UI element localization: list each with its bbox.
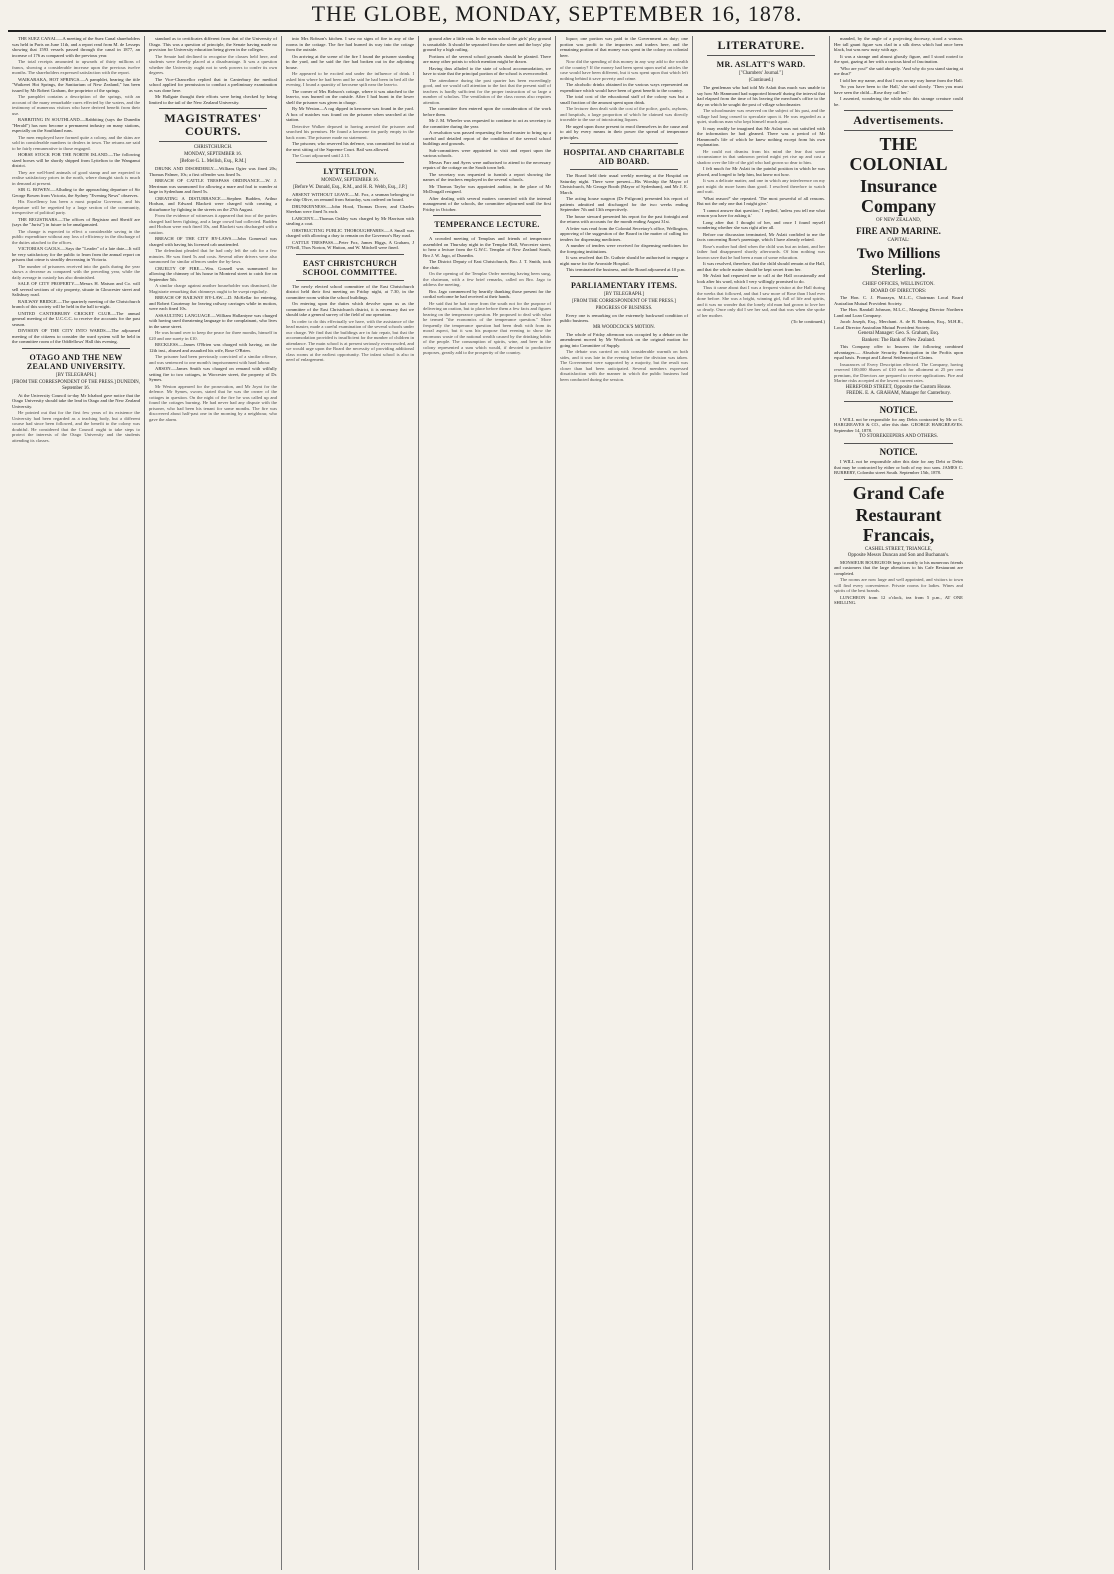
- article-paragraph: Sub-committees were appointed to visit and report upon the various schools.: [423, 147, 551, 158]
- article-paragraph: The house steward presented his report for the past fortnight and the returns with accounts for the month ending August 31st.: [560, 213, 688, 224]
- article-paragraph: He urged upon those present to enrol themselves in the cause and to aid by every means in their power the spread of temperance principles.: [560, 123, 688, 140]
- filler-text: Now did the spending of this money in any way add to the wealth of the country? If the money had been spent upon useful articles the case would have been different, but it was spent upon that which left nothing behind it save poverty and crime.: [560, 59, 688, 81]
- filler-text: His Excellency has been a most popular Governor, and his departure will be regretted by a large section of the community, irrespective of political party.: [12, 199, 140, 215]
- filler-text: The schoolmaster was reserved on the subject of his past, and the village had long ceased to speculate upon it. He was regarded as a quiet, studious man who kept himself much apart.: [697, 108, 825, 124]
- article-paragraph: Portions of the several school grounds should be planted. There are many other points to which mention might be drawn.: [423, 53, 551, 64]
- insurance-ad-line: CHIEF OFFICES, WELLINGTON.: [862, 282, 935, 287]
- filler-text: The pamphlet contains a description of the springs, with an account of the many remarkable cures effected by the waters, and the testimony of numerous visitors who have derived benefit from their use.: [12, 94, 140, 116]
- filler-text: Mr Weston appeared for the prosecution, and Mr Joynt for the defence. Mr Symes, sworn, stated that he was the owner of the cottages in question. On the night of the fire he was called up and found the cottages burning. He had never had any dispute with the prisoner, who had been his tenant for some months. The fire was discovered about half-past one in the morning by a neighbour, who gave the alarm.: [149, 383, 277, 422]
- article-paragraph: into Mrs Robson's kitchen. I saw no signs of fire in any of the rooms in the cottage. The fire had burned its way into the cottage from the outside.: [286, 36, 414, 52]
- story-continued: (Continued.): [748, 78, 774, 83]
- separator: [707, 55, 815, 56]
- filler-text: The debate was carried on with considerable warmth on both sides, and it was late in the evening before the division was taken. The Government were supported by a majority, but the result was closer than had been anticipated. Several members expressed dissatisfaction with the manner in which the public business had been conducted during the session.: [560, 349, 688, 382]
- article-paragraph: Mr Aslatt had requested me to call at the Hall occasionally and look after his ward, which I very willingly promised to do.: [697, 273, 825, 284]
- insurance-ad-title: THE COLONIAL: [849, 134, 948, 174]
- filler-text: The men employed have formed quite a colony, and the skins are sold in considerable numbers to dealers in town. The returns are said to be fairly remunerative to those engaged.: [12, 134, 140, 151]
- separator: [844, 110, 953, 111]
- separator: [159, 108, 267, 109]
- filler-text: Detective Walker deposed to having arrested the prisoner and searched his premises. He found a kerosene tin partly empty in the back room. The prisoner made no statement.: [286, 123, 414, 140]
- article-paragraph: OBSTRUCTING PUBLIC THOROUGHFARES.—A Small was charged with allowing a dray to remain on the Governor's Bay road.: [286, 227, 414, 238]
- article-paragraph: I told her my name, and that I was on my way home from the Hall.: [840, 77, 963, 83]
- article-paragraph: Mr Thomas Taylor was appointed auditor, in the place of Mr McDougall resigned.: [423, 183, 551, 194]
- filler-text: The Court adjourned until 2.15.: [292, 153, 351, 158]
- cafe-ad-title: Restaurant Francais,: [855, 504, 942, 545]
- story-continued-note: (To be continued.): [791, 319, 825, 324]
- filler-text: The number of prisoners received into the gaols during the year shows a decrease as compared with the preceding year, while the daily average in custody has also diminished.: [12, 263, 140, 280]
- article-heading: EAST CHRISTCHURCH SCHOOL COMMITTEE.: [302, 258, 398, 277]
- cafe-ad-address: Opposite Messrs Duncan and Son and Buchanan's.: [847, 553, 950, 558]
- article-paragraph: The Board held their usual weekly meeting at the Hospital on Saturday night. There were present—His Worship the Mayor of Christchurch, Mr George Booth (Mayor of Sydenham), and Mr J. E. March.: [560, 173, 688, 195]
- article-paragraph: 'Who are you?' she said abruptly. 'And why do you stand staring at me thus?': [834, 65, 963, 76]
- column-5: [556, 36, 693, 1570]
- article-paragraph: I felt much for Mr Aslatt in the painful position in which he was placed, and longed to help him, but knew not how.: [697, 166, 825, 177]
- section-heading: LITERATURE.: [717, 38, 805, 52]
- separator: [296, 254, 404, 255]
- article-subheading: MONDAY, SEPTEMBER 16.: [321, 177, 379, 183]
- article-paragraph: SIR G. BOWEN.—Alluding to the approaching departure of Sir George Bowen from Victoria, the Sydney "Evening News" observes.: [12, 187, 140, 198]
- article-paragraph: The corner of Mrs Robson's cottage, where it was attached to the lean-to, was burned on the outside. After I had burnt in the lower shelf the prisoner was given in charge.: [286, 88, 414, 105]
- article-paragraph: A resolution was passed requesting the head master to bring up a careful and detailed report of the condition of the several school buildings and grounds.: [423, 130, 551, 146]
- article-subheading: [BY TELEGRAPH.]: [604, 291, 644, 297]
- article-subheading: MR WOODCOCK'S MOTION.: [593, 324, 655, 330]
- separator: [296, 280, 404, 281]
- article-paragraph: It was a strange and almost ghostly figure, and I stood rooted to the spot, gazing at her with a curious kind of fascination.: [834, 53, 963, 64]
- article-paragraph: The alcoholic drinks obtained in the various ways represented an expenditure which would have been of great benefit to the country.: [560, 82, 688, 93]
- article-paragraph: THE SUEZ CANAL.—A meeting of the Suez Canal shareholders was held in Paris on June 11th, and a report read from M. de Lesseps showing that 1593 vessels passed through the canal in 1877, an increase of 176 as compared with the previous year.: [12, 36, 140, 58]
- article-heading: HOSPITAL AND CHARITABLE AID BOARD.: [563, 148, 685, 166]
- article-paragraph: At the University Council to-day Mr Ichabod gave notice that the Otago University should take the lead in Otago and the New Zealand University.: [12, 392, 140, 409]
- separator: [844, 130, 953, 131]
- filler-text: He appeared to be excited and under the influence of drink. I asked him where he had been and he said he had been in bed all the evening. I found a quantity of kerosene spilt near the lean-to.: [286, 71, 414, 87]
- cafe-ad-address: CASHEL STREET, TRIANGLE,: [864, 546, 933, 552]
- filler-text: He could not dismiss from his mind the fear that some circumstance in that unknown period might yet rise up and cast a shadow over the life of the girl who had grown so dear to him.: [697, 148, 825, 165]
- separator: [570, 169, 678, 170]
- article-paragraph: ARSON.—James Smith was charged on remand with wilfully setting fire to two cottages, in Worcester street, the property of Dr. Symes.: [149, 366, 277, 382]
- article-paragraph: UNITED CANTERBURY CRICKET CLUB.—The annual general meeting of the U.C.C.C. to receive the accounts for the past season.: [12, 310, 140, 327]
- filler-text: He pointed out that for the first few years of its existence the University had been regarded as a teaching body, but a different course had since been followed, and the benefit to the colony was doubtful. He considered that the Council ought to take steps to protect the interests of the Otago University and the students attending its classes.: [12, 410, 140, 443]
- article-paragraph: It may readily be imagined that Mr Aslatt was not satisfied with the information he had gleaned. There was a period of Mr Hammond's life of which he knew nothing except from his own explanation.: [697, 125, 825, 147]
- advertisements-heading: Advertisements.: [853, 113, 944, 127]
- separator: [22, 348, 130, 349]
- article-paragraph: The total cost of the educational staff of the colony was but a small fraction of the amount spent upon drink.: [560, 94, 688, 105]
- article-paragraph: A number of tenders were received for dispensing medicines for the foregoing institutions.: [560, 243, 688, 254]
- column-3: [282, 36, 419, 1570]
- filler-text: He said that he had come from the south not for the purpose of delivering an oration, but to place before them a few facts and figures bearing on the temperance question. He proposed to deal with what he termed "the economics of the temperance question." More frequently the temperance question had been dealt with from its moral aspect, but it was his purpose that evening to show the enormous waste of the national wealth caused by the drinking habits of the people. The consumption of spirits, wine, and beer in the colony represented a sum which would, if devoted to productive purposes, greatly add to the prosperity of the country.: [423, 300, 551, 355]
- article-paragraph: Long after that I thought of her, and once I found myself wondering whether she was right after all.: [697, 219, 825, 230]
- article-subheading: [FROM THE CORRESPONDENT OF THE PRESS.] DUNEDIN, September 16.: [12, 379, 140, 391]
- story-title: MR. ASLATT'S WARD.: [716, 60, 806, 69]
- insurance-ad-line: FREDK. E. A. GRAHAM, Manager for Canterbury.: [846, 391, 951, 396]
- filler-text: From the evidence of witnesses it appeared that two of the parties charged had been fighting, and a large crowd had collected. Budden and Hodson were each fined 10s, and Blackett was discharged with a caution.: [149, 213, 277, 235]
- article-paragraph: standard as to certificates different from that of the University of Otago. This was a question of principle, the Senate having made no provision for University education being given in the colleges.: [149, 36, 277, 52]
- article-paragraph: I assented, wondering the while who this strange creature could be.: [834, 96, 963, 107]
- insurance-ad-kind: FIRE AND MARINE.: [856, 225, 941, 236]
- article-paragraph: HORSE STOCK FOR THE NORTH ISLAND.—The following sized horses will be shortly shipped from Lyttelton to the Wanganui district.: [12, 152, 140, 168]
- filler-text: In order to do this effectually we have, with the assistance of the head master, made a careful examination of the several schools under our charge. We find that the buildings are in fair repair, but that the accommodation provided is insufficient for the number of children in attendance. The main school is at present seriously overcrowded, and we would urge upon the Board the necessity of providing additional class rooms at the earliest opportunity. The infant school is also in need of enlargement.: [286, 318, 414, 362]
- article-paragraph: BREACH OF CATTLE TRESPASS ORDINANCE.—W. J. Merriman was summoned for allowing a mare and foal to wander at large in Sydenham and fined 5s.: [149, 178, 277, 194]
- article-paragraph: It was resolved, therefore, that the child should remain at the Hall, and that the whole matter should be kept secret from her.: [697, 261, 825, 272]
- insurance-ad-line: HEREFORD STREET, Opposite the Custom House.: [845, 384, 952, 390]
- notice-title: NOTICE.: [879, 447, 918, 457]
- article-paragraph: liquor; one portion was paid to the Government as duty; one portion was profit to the importers and traders here, and the remaining portion of that money was spent in the colony on colonial beer.: [560, 36, 688, 58]
- article-paragraph: CATTLE TRESPASS.—Peter Fox, James Higgs, A Graham, J O'Neill, Thos Norton, W Hutton, and W. Mitchell were fined.: [286, 239, 414, 250]
- article-subheading: PROGRESS OF BUSINESS.: [595, 305, 653, 311]
- filler-text: The prisoner had been previously convicted of a similar offence, and was sentenced to one month's imprisonment with hard labour.: [149, 354, 277, 365]
- article-paragraph: 'What reason?' she repeated. 'The most powerful of all reasons. But not the only one that I might give.': [697, 195, 825, 206]
- insurance-ad-capital: Two Millions Sterling.: [856, 246, 941, 279]
- article-paragraph: It was resolved that Dr. Guthrie should be authorised to engage a night nurse for the Avonside Hospital.: [560, 255, 688, 266]
- article-paragraph: The secretary was requested to furnish a report showing the names of the teachers employed in the several schools.: [423, 171, 551, 182]
- article-paragraph: THE REGISTRARS.—The offices of Registrar and Sheriff are (says the "Jurist") in future to be amalgamated.: [12, 216, 140, 227]
- separator: [844, 443, 953, 444]
- article-paragraph: DRUNK AND DISORDERLY.—William Ogier was fined 20s; Thomas Palmer, 10s; a first offender was fined 5s.: [149, 166, 277, 177]
- filler-text: The rooms are now large and well appointed, and visitors to town will find every convenience. Private rooms for ladies. Wines and spirits of the best brands.: [834, 577, 963, 593]
- filler-text: The lecturer then dealt with the cost of the police, gaols, asylums, and hospitals, a large proportion of which he claimed was directly traceable to the use of intoxicating liquors.: [560, 106, 688, 122]
- columns: [8, 36, 1106, 1570]
- article-subheading: [BY TELEGRAPH.]: [56, 372, 96, 378]
- insurance-ad-line: CAPITAL:: [887, 237, 910, 243]
- separator: [433, 215, 541, 216]
- ad-paragraph: The Hon. C. J. Pharazyn, M.L.C., Chairman Local Board Australian Mutual Provident Society.: [834, 295, 963, 306]
- insurance-ad-line: BOARD OF DIRECTORS:: [870, 288, 927, 294]
- ad-paragraph: This Company offer to Insurers the following combined advantages:— Absolute Security. Participation in the Profits upon equal basis. Prompt and Liberal Settlement of Claims.: [834, 344, 963, 360]
- separator: [844, 401, 953, 402]
- masthead: THE GLOBE, MONDAY, SEPTEMBER 16, 1878.: [311, 1, 803, 26]
- ad-paragraph: LUNCHEON from 12 o'clock, tea from 5 p.m., AT ONE SHILLING.: [834, 594, 963, 605]
- article-heading: OTAGO AND THE NEW ZEALAND UNIVERSITY.: [26, 352, 126, 371]
- article-paragraph: VICTORIAN GAOLS.—Says the "Leader" of a late date—It will be very satisfactory for the public to learn from the annual report on prisons that crime is steadily decreasing in Victoria.: [12, 246, 140, 262]
- article-heading: PARLIAMENTARY ITEMS.: [570, 280, 678, 290]
- article-paragraph: Messrs Farr and Ayers were authorised to attend to the necessary repairs of the cottage on the South town belt.: [423, 159, 551, 170]
- column-6: [693, 36, 830, 1570]
- article-paragraph: The gentleman who had told Mr Aslatt thus much was unable to say how Mr Hammond had supported himself during the interval that had elapsed from the time of his leaving the merchant's office to the day on which he sought the post of village schoolmaster.: [697, 85, 825, 107]
- separator: [570, 276, 678, 277]
- article-paragraph: SALE OF CITY PROPERTY.—Messrs H. Matson and Co. will sell several sections of city property, situate in Gloucester street and Salisbury road.: [12, 281, 140, 297]
- article-paragraph: LARCENY.—Thomas Oakley was charged by Mr Harrison with stealing a coat.: [286, 215, 414, 226]
- article-paragraph: RABBITING IN SOUTHLAND.—Rabbiting (says the Dunedin "Herald") has now become a permanent industry on many stations, especially on the Southland runs.: [12, 117, 140, 133]
- separator: [844, 479, 953, 480]
- article-paragraph: manded, by the angle of a projecting doorway, stood a woman. Her tall gaunt figure was clad in a silk dress which had once been black, but was now rusty with age.: [834, 36, 963, 52]
- column-2: [145, 36, 282, 1570]
- filler-text: The total receipts amounted to upwards of thirty millions of francs, showing a considerable increase upon the previous twelve months. The shareholders expressed satisfaction with the report.: [12, 59, 140, 75]
- article-paragraph: A letter was read from the Colonial Secretary's office, Wellington, approving of the suggestion of the Board in the matter of calling for tenders for dispensing medicines.: [560, 225, 688, 242]
- article-paragraph: On arriving at the scene of the fire I found the prisoner standing in the yard, and he said the fire had broken out in the adjoining house.: [286, 53, 414, 70]
- notice-text: I WILL not be responsible after this date for any Debt or Debts that may be contracted by either or both of my two sons. JAMES C. BURBERY, Colombo street South. September 15th, 1878.: [834, 459, 963, 475]
- notice-text: I WILL not be responsible for any Debts contracted by Mr or G. HARGREAVES & CO., after this date. GEORGE HARGREAVES. September 14, 1878.: [834, 416, 963, 433]
- filler-text: Rose's mother had died when the child was but an infant, and her father had disappeared shortly afterwards. Of him nothing was known save that he had been a man of some education.: [697, 243, 825, 260]
- article-paragraph: After dealing with several matters connected with the internal management of the schools, the committee adjourned until the first Friday in October.: [423, 195, 551, 212]
- ad-paragraph: The Hon. Randall Johnson, M.L.C., Managing Director Northern Land and Loan Company.: [834, 307, 963, 318]
- article-paragraph: WAIKARAKA, HOT SPRINGS.—A pamphlet, bearing the title "Waikerei Hot Springs, the Sanitarium of New Zealand," has been issued by Mr Robert Graham, the proprietor of the springs.: [12, 76, 140, 93]
- article-paragraph: This terminated the business, and the Board adjourned at 10 p.m.: [566, 267, 686, 272]
- article-paragraph: BREACH OF THE CITY BY-LAWS.—John Gomersal was charged with having his licensed cab unattended.: [149, 236, 277, 247]
- filler-text: Insurances of Every Description effected. The Company, having reserved 100,000 Shares of £10 each for allotment at 25 per cent premium, the Directors are prepared to receive applications. Fire and Marine risks accepted at the lowest current rates.: [834, 361, 963, 383]
- filler-text: Thus it came about that I was a frequent visitor at the Hall during the weeks that followed, and that I saw more of Rose than I had ever done before. She was a bright, winning girl, full of life and spirits, and it was no wonder that the lonely old man had grown to love her so dearly. Once only did I see her sad, and that was when she spoke of her mother.: [697, 285, 825, 318]
- filler-text: The Senate had declined to recognise the classes held here, and students were thereby placed at a disadvantage. It was a question whether the University ought not to seek powers to confer its own degrees.: [149, 53, 277, 75]
- article-paragraph: Mr Hallgate thought their efforts were being checked by being limited to the tail of the New Zealand University.: [149, 94, 277, 105]
- masthead-rule: [8, 30, 1106, 32]
- notice-subtitle: TO STOREKEEPERS AND OTHERS.: [859, 434, 938, 439]
- article-heading: MAGISTRATES' COURTS.: [164, 111, 262, 138]
- article-paragraph: Bro. Jago commenced by heartily thanking those present for the cordial welcome he had received at their hands.: [423, 288, 551, 299]
- article-paragraph: ground after a little rain. In the main school the girls' play ground is unsuitable. It should be separated from the street and the boys' play ground by a high railing.: [423, 36, 551, 52]
- article-subheading: [Before G. L. Mellish, Esq., R.M.]: [179, 159, 247, 164]
- column-1: [8, 36, 145, 1570]
- separator: [433, 232, 541, 233]
- separator: [570, 143, 678, 144]
- article-subheading: MONDAY, SEPTEMBER 16.: [184, 152, 242, 157]
- insurance-ad-line: General Manager: Geo. S. Graham, Esq.: [858, 331, 939, 336]
- article-paragraph: CRUELTY OF FIRE.—Wm. Gosnell was summoned for allowing the chimney of his house in Montreal street to catch fire on September 5th.: [149, 265, 277, 282]
- filler-text: On the opening of the Templar Order meeting having been sung, the chairman, with a few brief remarks, called on Bro. Jago to address the meeting.: [423, 271, 551, 287]
- article-paragraph: The committee then entered upon the consideration of the work before them.: [423, 106, 551, 117]
- article-paragraph: ASSAULTING LANGUAGE.—William Hallantyne was charged with having used threatening language to the complainant, who lives in the same street.: [149, 312, 277, 329]
- article-paragraph: The District Deputy of East Christchurch, Bro. J. T. Smith, took the chair.: [423, 259, 551, 270]
- story-source: ["Chambers' Journal."]: [739, 71, 783, 76]
- article-heading: TEMPERANCE LECTURE.: [434, 220, 540, 229]
- article-paragraph: 'I cannot answer that question,' I replied, 'unless you tell me what reason you have for asking it.': [697, 207, 825, 218]
- article-paragraph: RAILWAY BRIDGE.—The quarterly meeting of the Christchurch branch of this society will be held in the hall to-night.: [12, 298, 140, 309]
- ad-paragraph: Jacob Joseph, Esq., Merchant. A. de B. Brandon, Esq., M.H.R., Local Director Australian Mutual Provident Society.: [834, 319, 963, 330]
- article-paragraph: RECKLESS.—James O'Brien was charged with having, on the 12th inst., abused and assaulted his wife, Rose O'Brien.: [149, 342, 277, 353]
- filler-text: They are well-bred animals of good stamp and are expected to realise satisfactory prices in the north, where draught stock is much in demand at present.: [12, 169, 140, 186]
- article-paragraph: The prisoner, who reserved his defence, was committed for trial at the next sitting of the Supreme Court. Bail was allowed.: [286, 141, 414, 152]
- article-paragraph: The Vice-Chancellor replied that in Canterbury the medical school applied for permission to conduct a preliminary examination as was done here.: [149, 76, 277, 93]
- article-paragraph: Before our discussion terminated, Mr Aslatt confided to me the facts concerning Rose's parentage, which I have already related.: [697, 231, 825, 242]
- insurance-ad-line: Bankers: The Bank of New Zealand.: [861, 337, 936, 343]
- article-paragraph: BREACH OF RAILWAY BY-LAW.—D. McKellar for entering, and Robert Courtenay for leaving railway carriages while in motion, were each fined 10s.: [149, 295, 277, 311]
- filler-text: The defendant pleaded that he had only left the cab for a few minutes. He was fined 5s and costs. Several other drivers were also summoned for similar offences under the by-laws.: [149, 248, 277, 264]
- filler-text: The attendance during the past quarter has been exceedingly good, and we would call attention to the fact that the present staff of teachers is hardly sufficient for the proper instruction of so large a number of scholars. The ventilation of the class rooms also requires attention.: [423, 77, 551, 105]
- article-paragraph: The acting house surgeon (Dr Prilgrom) presented his report of patients admitted and discharged for the two weeks ending September 7th and 13th respectively.: [560, 196, 688, 212]
- filler-text: It was a delicate matter, and one in which any interference on my part might do more harm than good. I resolved therefore to watch and wait.: [697, 178, 825, 194]
- article-paragraph: Having thus alluded to the state of school accommodation, we have to state that the principal portion of the school is overcrowded.: [423, 65, 551, 76]
- filler-text: He was bound over to keep the peace for three months, himself in £20 and one surety in £10.: [149, 330, 277, 341]
- cafe-ad-title: Grand Cafe: [852, 482, 945, 503]
- article-paragraph: 'So you have been to the Hall,' she said slowly. 'Then you must have seen the child—Rose they call her.': [834, 84, 963, 95]
- column-4: [419, 36, 556, 1570]
- column-7: [830, 36, 967, 1570]
- article-heading: LYTTELTON.: [323, 166, 377, 176]
- article-paragraph: The newly elected school committee of the East Christchurch district held their first meeting on Friday night, at 7.30, in the committee room within the school buildings.: [286, 283, 414, 300]
- article-paragraph: By Mr Weston—A rag dipped in kerosene was found in the yard. A box of matches was found on the prisoner when searched at the station.: [286, 106, 414, 122]
- filler-text: A similar charge against another householder was dismissed, the Magistrate remarking that chimneys ought to be swept regularly.: [149, 283, 277, 294]
- article-paragraph: A crowded meeting of Templars and friends of temperance assembled on Thursday night in the Templar Hall, Worcester street, to hear a lecture from the G.W.C. Templar of New Zealand South, Bro J. W. Jago, of Dunedin.: [423, 236, 551, 258]
- article-paragraph: DIVISION OF THE CITY INTO WARDS.—The adjourned meeting of the citizens to consider the ward system will be held in the committee room of the Oddfellows' Hall this evening.: [12, 328, 140, 344]
- article-paragraph: ABSENT WITHOUT LEAVE.—M. Fox, a seaman belonging to the ship Olive, on remand from Saturday, was ordered on board.: [286, 191, 414, 202]
- ad-paragraph: MONSIEUR BOURGEOIS begs to notify to his numerous friends and customers that the large alterations to his Cafe Restaurant are completed.: [834, 559, 963, 576]
- article-paragraph: DRUNKENNESS.—John Hood, Thomas Dover, and Charles Sheehan were fined 5s each.: [286, 203, 414, 214]
- article-paragraph: CREATING A DISTURBANCE.—Stephen Budden, Arthur Hodson, and Edward Blackett were charged with creating a disturbance by fighting in the streets on the 27th August.: [149, 195, 277, 212]
- insurance-ad-title: Insurance Company: [859, 176, 937, 216]
- insurance-ad-line: OF NEW ZEALAND,: [875, 218, 922, 223]
- filler-text: The change is expected to effect a considerable saving in the public expenditure without any loss of efficiency in the discharge of the duties attached to the offices.: [12, 228, 140, 245]
- article-subheading: CHRISTCHURCH.: [193, 145, 233, 150]
- article-subheading: [Before W. Donald, Esq., R.M., and H. R. Webb, Esq., J.P.]: [293, 184, 407, 190]
- article-paragraph: Every one is remarking on the extremely backward condition of public business.: [560, 312, 688, 323]
- article-paragraph: The whole of Friday afternoon was occupied by a debate on the amendment moved by Mr Woodcock on the original motion for going into Committee of Supply.: [560, 331, 688, 348]
- article-subheading: [FROM THE CORRESPONDENT OF THE PRESS.]: [572, 298, 676, 304]
- notice-title: NOTICE.: [879, 404, 918, 415]
- separator: [159, 141, 267, 142]
- separator: [296, 162, 404, 163]
- article-paragraph: Mr J. M. Wheeler was requested to continue to act as secretary to the committee during the year.: [423, 118, 551, 129]
- article-paragraph: On entering upon the duties which devolve upon us as the committee of the East Christchurch district, it is necessary that we should take a general survey of the field of our operation.: [286, 301, 414, 317]
